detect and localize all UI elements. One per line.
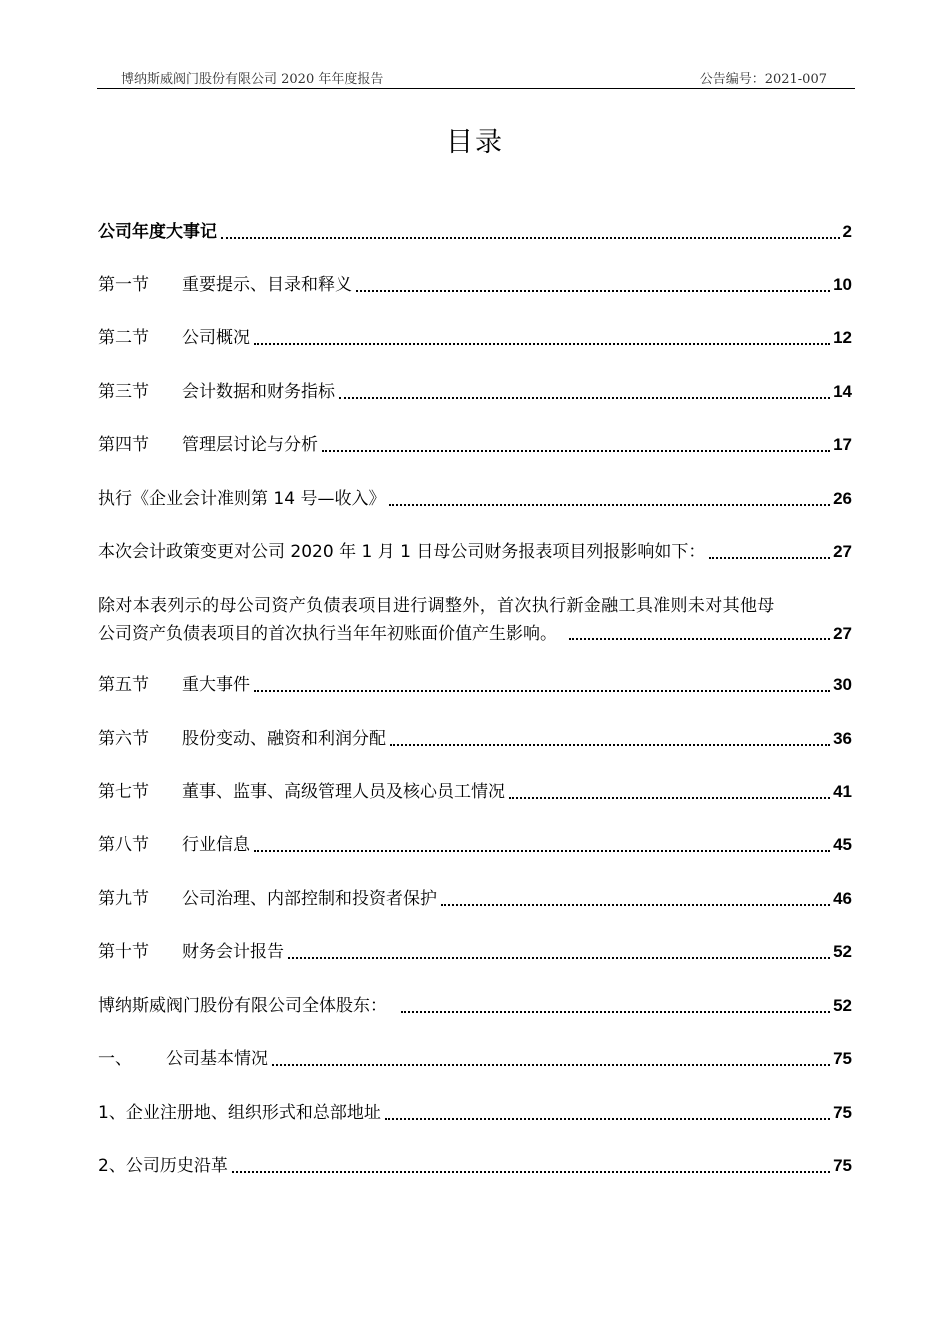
toc-entry-label-line1: 除对本表列示的母公司资产负债表项目进行调整外，首次执行新金融工具准则未对其他母	[98, 596, 775, 616]
toc-entry-number: 第五节	[98, 675, 149, 695]
toc-leader-dots	[272, 1062, 830, 1066]
toc-leader-dots	[339, 395, 830, 399]
toc-entry-number: 第三节	[98, 382, 149, 402]
toc-entry-section-10[interactable]	[98, 939, 852, 965]
toc-leader-dots	[254, 848, 830, 852]
toc-entry-section-5[interactable]	[98, 672, 852, 698]
toc-entry-page: 52	[833, 996, 852, 1015]
toc-entry-label: 1、企业注册地、组织形式和总部地址	[98, 1103, 381, 1123]
toc-entry-label: 本次会计政策变更对公司 2020 年 1 月 1 日母公司财务报表项目列报影响如下：	[98, 542, 706, 562]
toc-entry-section-4[interactable]	[98, 432, 852, 458]
toc-entry-label-line2: 公司资产负债表项目的首次执行当年年初账面价值产生影响。	[98, 624, 557, 644]
toc-entry-policy-change[interactable]	[98, 539, 852, 565]
toc-entry-label: 执行《企业会计准则第 14 号—收入》	[98, 489, 386, 509]
toc-entry-section-2[interactable]	[98, 325, 852, 351]
toc-entry-page: 30	[833, 675, 852, 694]
toc-entry-revenue-standard[interactable]	[98, 486, 852, 512]
toc-entry-number: 第九节	[98, 889, 149, 909]
toc-entry-page: 75	[833, 1103, 852, 1122]
toc-entry-label: 2、公司历史沿革	[98, 1156, 228, 1176]
toc-leader-dots	[254, 341, 830, 345]
header-announcement-number: 公告编号：2021-007	[699, 72, 827, 87]
toc-entry-page: 45	[833, 835, 852, 854]
toc-leader-dots	[356, 288, 830, 292]
toc-entry-registration[interactable]	[98, 1100, 852, 1126]
toc-entry-number: 第一节	[98, 275, 149, 295]
toc-entry-label: 博纳斯威阀门股份有限公司全体股东：	[98, 996, 387, 1016]
page-header	[97, 66, 855, 89]
toc-leader-dots	[709, 555, 830, 559]
toc-entry-page: 17	[833, 435, 852, 454]
toc-leader-dots	[389, 502, 830, 506]
toc-entry-page: 52	[833, 942, 852, 961]
toc-entry-page: 75	[833, 1049, 852, 1068]
toc-entry-label: 股份变动、融资和利润分配	[182, 729, 386, 749]
toc-leader-dots	[441, 902, 830, 906]
toc-entry-label: 行业信息	[182, 835, 250, 855]
toc-entry-page: 10	[833, 275, 852, 294]
toc-leader-dots	[390, 742, 830, 746]
toc-leader-dots	[254, 688, 830, 692]
toc-leader-dots	[288, 955, 830, 959]
toc-entry-shareholders[interactable]	[98, 993, 852, 1019]
toc-leader-dots	[401, 1009, 830, 1013]
toc-entry-page: 46	[833, 889, 852, 908]
header-report-title: 博纳斯威阀门股份有限公司 2020 年年度报告	[121, 72, 384, 87]
toc-entry-label: 会计数据和财务指标	[182, 382, 335, 402]
toc-entry-page: 14	[833, 382, 852, 401]
toc-entry-page: 41	[833, 782, 852, 801]
toc-entry-financial-instruments[interactable]	[98, 592, 852, 648]
toc-entry-label: 重要提示、目录和释义	[182, 275, 352, 295]
toc-leader-dots	[322, 448, 830, 452]
toc-entry-page: 27	[833, 624, 852, 643]
toc-entry-section-6[interactable]	[98, 726, 852, 752]
toc-entry-page: 36	[833, 729, 852, 748]
toc-entry-label: 公司年度大事记	[98, 222, 217, 242]
toc-entry-annual-events[interactable]	[98, 219, 852, 245]
toc-entry-section-3[interactable]	[98, 379, 852, 405]
toc-entry-page: 27	[833, 542, 852, 561]
toc-leader-dots	[385, 1116, 830, 1120]
toc-entry-section-8[interactable]	[98, 832, 852, 858]
toc-entry-number: 第六节	[98, 729, 149, 749]
toc-entry-number: 一、	[98, 1049, 132, 1069]
toc-leader-dots	[569, 636, 830, 640]
toc-entry-page: 2	[842, 222, 852, 241]
toc-entry-section-9[interactable]	[98, 886, 852, 912]
toc-entry-label: 管理层讨论与分析	[182, 435, 318, 455]
toc-entry-label: 重大事件	[182, 675, 250, 695]
toc-leader-dots	[221, 235, 840, 239]
toc-entry-label: 公司基本情况	[166, 1049, 268, 1069]
toc-leader-dots	[509, 795, 830, 799]
toc-entry-page: 26	[833, 489, 852, 508]
toc-entry-company-basics[interactable]	[98, 1046, 852, 1072]
toc-entry-label: 公司概况	[182, 328, 250, 348]
toc-entry-label: 公司治理、内部控制和投资者保护	[182, 889, 437, 909]
page-title: 目录	[446, 127, 504, 158]
toc-entry-number: 第八节	[98, 835, 149, 855]
toc-entry-label: 财务会计报告	[182, 942, 284, 962]
toc-entry-number: 第十节	[98, 942, 149, 962]
toc-entry-history[interactable]	[98, 1153, 852, 1179]
toc-leader-dots	[232, 1169, 830, 1173]
toc-entry-page: 12	[833, 328, 852, 347]
toc-entry-page: 75	[833, 1156, 852, 1175]
toc-entry-number: 第七节	[98, 782, 149, 802]
toc-entry-label: 董事、监事、高级管理人员及核心员工情况	[182, 782, 505, 802]
toc-entry-section-1[interactable]	[98, 272, 852, 298]
toc-entry-number: 第四节	[98, 435, 149, 455]
toc-entry-section-7[interactable]	[98, 779, 852, 805]
toc-entry-number: 第二节	[98, 328, 149, 348]
